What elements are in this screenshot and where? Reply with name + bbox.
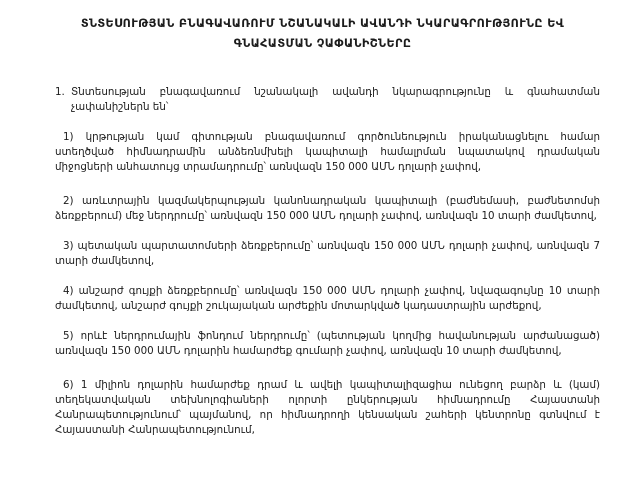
criterion-paragraph-5: 5) որևէ ներդրումային ֆոնդում ներդրումը՝ (պետության կողմից հավանության արժանացած) առնվազն 150 000 ԱՄՆ դոլարին համարժեք գումարի չափով, առնվազն 10 տարի ժամկետով,	[55, 330, 600, 357]
criterion-paragraph-2: 2) առևտրային կազմակերպության կանոնադրական կապիտալի (բաժնեմասի, բաժնետոմսի ձեռքբերում) մեջ ներդրումը՝ առնվազն 150 000 ԱՄՆ դոլարի չափով, առնվազն 10 տարի ժամկետով,	[55, 195, 600, 222]
criterion-paragraph-1: 1) կրթության կամ գիտության բնագավառում գործունեություն իրականացնելու համար ստեղծված հիմնադրամին անձեռնմխելի կապիտալի համալրման նպատակով դրամական միջոցների անհատույց տրամադրումը՝ առնվազն 150 000 ԱՄՆ դոլարի չափով,	[55, 131, 600, 173]
criterion-paragraph-3: 3) պետական պարտատոմսերի ձեռքբերումը՝ առնվազն 150 000 ԱՄՆ դոլարի չափով, առնվազն 7 տարի ժամկետով,	[55, 240, 600, 267]
document-title: ՏՆՏԵՍՈՒԹՅԱՆ ԲՆԱԳԱՎԱՌՈՒՄ ՆՇԱՆԱԿԱԼԻ ԱՎԱՆԴԻ ՆԿԱՐԱԳՐՈՒԹՅՈՒՆԸ ԵՎ ԳՆԱՀԱՏՄԱՆ ՉԱՓԱՆԻՇՆԵՐԸ	[80, 17, 565, 50]
criterion-paragraph-4: 4) անշարժ գույքի ձեռքբերումը՝ առնվազն 150 000 ԱՄՆ դոլարի չափով, նվազագույնը 10 տարի ժամկետով, անշարժ գույքի շուկայական արժեքին մոտարկված կադաստրային արժեքով,	[55, 285, 600, 312]
intro-list-item	[55, 85, 600, 115]
intro-text: Տնտեսության բնագավառում նշանակալի ավանդի նկարագրությունը և գնահատման չափանիշներն են՝	[71, 86, 600, 113]
intro-number: 1.	[55, 86, 65, 98]
criterion-paragraph-6: 6) 1 միլիոն դոլարին համարժեք դրամ և ավելի կապիտալիզացիա ունեցող բարձր և (կամ) տեղեկատվական տեխնոլոգիաների ոլորտի ընկերության հիմնադրումը Հայաստանի Հանրապետությունում՝ պայմանով, որ հիմնադրողի կենսական շահերի կենտրոնը գտնվում է Հայաստանի Հանրապետությունում,	[55, 379, 600, 436]
